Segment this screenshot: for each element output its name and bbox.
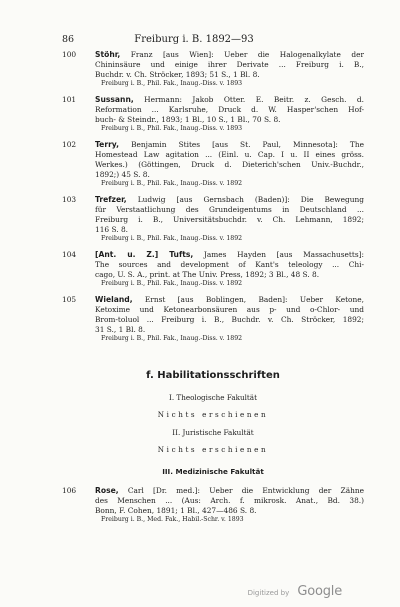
entry-line xyxy=(95,260,364,270)
dissertation-note: Freiburg i. B., Phil. Fak., Inaug.-Diss. v. 1893 xyxy=(101,124,243,132)
dissertation-note: Freiburg i. B., Phil. Fak., Inaug.-Diss. v. 1893 xyxy=(101,79,243,87)
entry-text: Benjamin Stites [aus St. Paul, Minnesota]: The xyxy=(119,140,364,150)
entry-text: Buchdr. v. Ch. Ströcker, 1893; 51 S., 1 Bl. 8. xyxy=(95,69,260,79)
entry-line xyxy=(95,70,364,80)
entry-text: 31 S., 1 Bl. 8. xyxy=(95,325,146,335)
author-name: Stöhr, xyxy=(95,50,121,59)
entry-text: buch- & Steindr., 1893; 1 Bl., 10 S., 1 Bl., 70 S. 8. xyxy=(95,114,281,124)
none-published-notice: Nichts erschienen xyxy=(157,410,269,419)
entry-number: 101 xyxy=(62,95,77,105)
entry-line xyxy=(95,50,364,60)
entry-line xyxy=(95,195,364,205)
dissertation-note: Freiburg i. B., Phil. Fak., Inaug.-Diss. v. 1892 xyxy=(101,280,243,288)
dissertation-note: Freiburg i. B., Phil. Fak., Inaug.-Diss. v. 1892 xyxy=(101,179,243,187)
entry-number: 100 xyxy=(62,50,77,59)
entry-text: Werkes.) (Göttingen, Druck d. Dieterich'schen Univ.-Buchdr., xyxy=(95,160,364,170)
entry-line xyxy=(95,295,364,305)
faculty-heading-law: II. Juristische Fakultät xyxy=(172,428,254,437)
entry-number: 104 xyxy=(62,250,77,260)
faculty-heading-medicine: III. Medizinische Fakultät xyxy=(162,467,264,476)
entry-text: 116 S. 8. xyxy=(95,225,129,234)
author-name: Terry, xyxy=(95,140,120,150)
author-name: Rose, xyxy=(95,486,119,495)
entry-text: Hermann: Jakob Otter. E. Beitr. z. Gesch. d. xyxy=(133,95,364,105)
entry-line xyxy=(95,105,364,115)
entry-line xyxy=(95,205,364,215)
author-name: Wieland, xyxy=(95,295,133,305)
entry-text: Franz [aus Wien]: Ueber die Halogenalkylate der xyxy=(120,50,364,59)
entry-line xyxy=(95,160,364,170)
entry-line xyxy=(95,250,364,260)
digitized-label: Digitized by xyxy=(247,589,290,597)
bibliography-entry xyxy=(62,195,364,243)
entry-list xyxy=(62,50,364,350)
entry-number: 106 xyxy=(62,486,77,495)
entry-text: The sources and development of Kant's teleology ... Chi- xyxy=(95,260,364,270)
entry-line xyxy=(95,225,364,235)
running-header xyxy=(62,34,364,45)
entry-text: Bonn, F. Cohen, 1891; 1 Bl., 427—486 S. 8. xyxy=(95,505,257,515)
entry-number: 102 xyxy=(62,140,77,150)
entry-text: Ketoxime und Ketonearbonsäuren aus p- und o-Chlor- und xyxy=(95,305,364,315)
entry-text: Freiburg i. B., Universitätsbuchdr. v. Ch. Lehmann, 1892; xyxy=(95,215,364,225)
entry-line xyxy=(95,115,364,125)
faculty-heading-theology: I. Theologische Fakultät xyxy=(169,393,257,402)
entry-text: 1892;) 45 S. 8. xyxy=(95,169,150,179)
entry-text: für Verstaatlichung des Grundeigentums in Deutschland ... xyxy=(95,205,364,215)
entry-line xyxy=(95,215,364,225)
entry-text: cago, U. S. A., print. at The Univ. Press, 1892; 3 Bl., 48 S. 8. xyxy=(95,270,320,280)
entry-text: Ludwig [aus Gernsbach (Baden)]: Die Bewegung xyxy=(126,195,364,205)
bibliography-entry xyxy=(62,140,364,188)
author-name: [Ant. u. Z.] Tufts, xyxy=(95,250,194,260)
bibliography-entry xyxy=(62,295,364,343)
dissertation-note: Freiburg i. B., Phil. Fak., Inaug.-Diss. v. 1892 xyxy=(101,335,243,343)
entry-line xyxy=(95,305,364,315)
entry-text: Chininsäure und einige ihrer Derivate ... Freiburg i. B., xyxy=(95,59,364,69)
dissertation-note: Freiburg i. B., Phil. Fak., Inaug.-Diss. v. 1892 xyxy=(101,234,243,242)
bibliography-entry xyxy=(62,50,364,88)
entry-line xyxy=(95,150,364,160)
entry-line xyxy=(95,270,364,280)
google-watermark xyxy=(0,580,342,599)
entry-text: Reformation ... Karlsruhe, Druck d. W. Hasper'schen Hof- xyxy=(95,105,364,115)
page-number: 86 xyxy=(62,34,75,45)
entry-line xyxy=(95,486,364,496)
dissertation-note: Freiburg i. B., Med. Fak., Habil.-Schr. v. 1893 xyxy=(101,515,244,523)
bibliography-entry xyxy=(62,250,364,288)
running-title: Freiburg i. B. 1892—93 xyxy=(134,34,254,45)
entry-line xyxy=(95,170,364,180)
entry-line xyxy=(95,315,364,325)
entry-text: Brom-toluol ... Freiburg i. B., Buchdr. v. Ch. Ströcker, 1892; xyxy=(95,315,364,325)
entry-line xyxy=(95,325,364,335)
author-name: Sussann, xyxy=(95,95,134,105)
entry-line xyxy=(95,95,364,105)
entry-list-medicine xyxy=(62,486,364,531)
entry-number: 103 xyxy=(62,195,77,205)
bibliography-entry xyxy=(62,95,364,133)
google-logo: Google xyxy=(297,584,342,599)
entry-line xyxy=(95,506,364,516)
bibliography-entry xyxy=(62,486,364,524)
entry-line xyxy=(95,496,364,506)
section-heading: f. Habilitationsschriften xyxy=(146,370,280,381)
entry-number: 105 xyxy=(62,295,77,305)
entry-text: Homestead Law agitation ... (Einl. u. Cap. I u. II eines gröss. xyxy=(95,150,364,160)
entry-text: des Menschen ... (Aus: Arch. f. mikrosk. Anat., Bd. 38.) xyxy=(95,495,364,505)
none-published-notice: Nichts erschienen xyxy=(157,445,269,454)
entry-line xyxy=(95,60,364,70)
entry-text: Carl [Dr. med.]: Ueber die Entwicklung der Zähne xyxy=(118,486,364,495)
entry-line xyxy=(95,140,364,150)
author-name: Trefzer, xyxy=(95,195,127,205)
entry-text: Ernst [aus Boblingen, Baden]: Ueber Ketone, xyxy=(132,295,364,305)
entry-text: James Hayden [aus Massachusetts]: xyxy=(193,250,364,260)
